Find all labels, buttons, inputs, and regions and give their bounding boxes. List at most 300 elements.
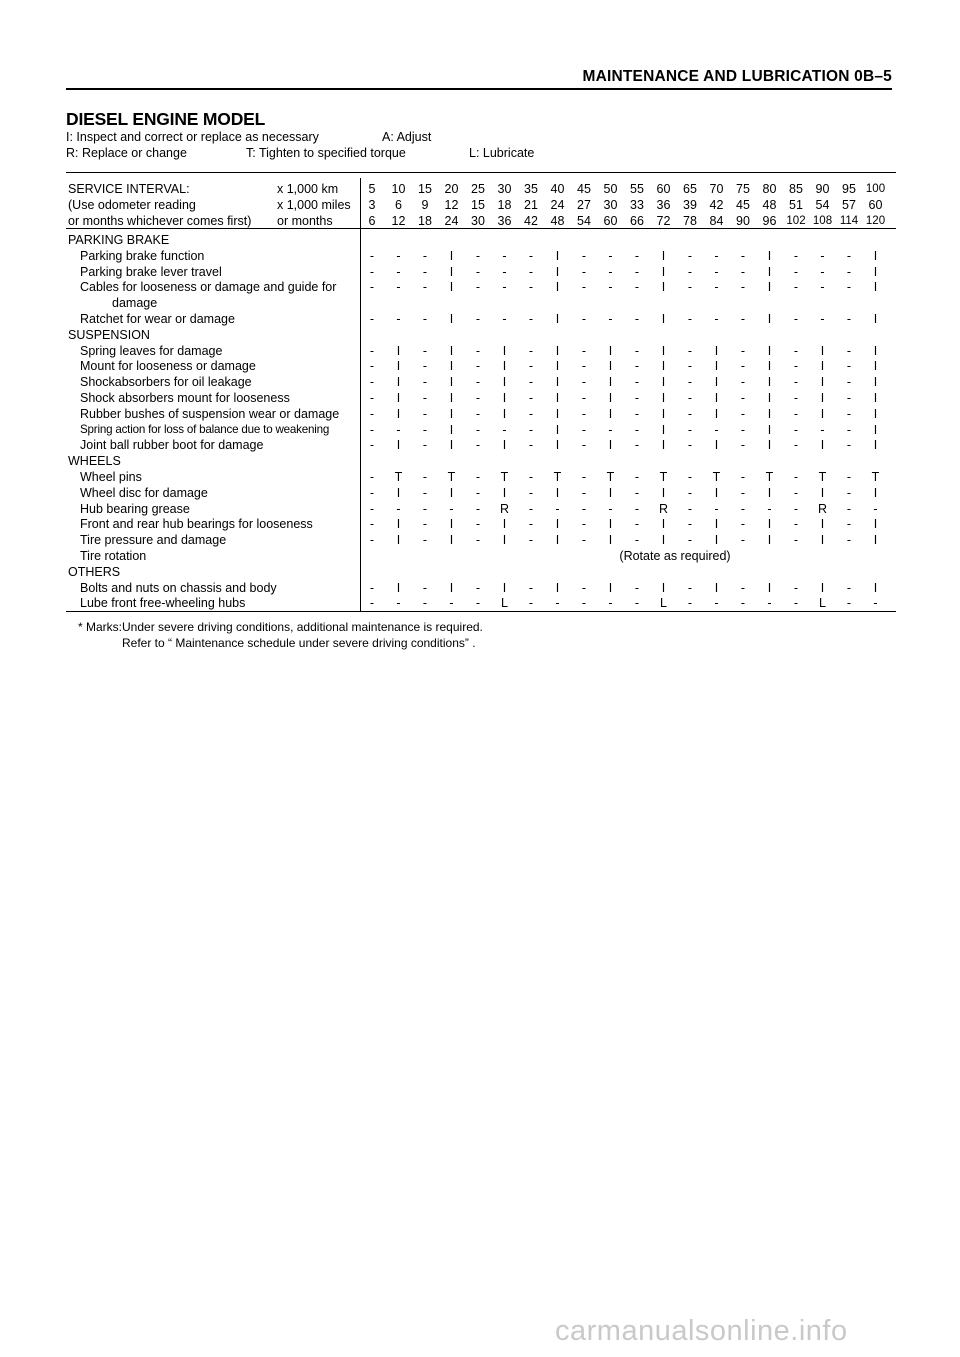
interval-value: 12 xyxy=(391,214,406,228)
schedule-cell: - xyxy=(767,596,772,611)
schedule-cell: - xyxy=(767,501,772,516)
schedule-cell: - xyxy=(396,280,401,295)
schedule-cell: - xyxy=(793,517,799,532)
schedule-cell: - xyxy=(475,280,481,295)
schedule-cell: I xyxy=(449,391,454,405)
schedule-cell: - xyxy=(793,485,799,500)
schedule-cell: - xyxy=(369,280,375,295)
schedule-cell: - xyxy=(846,596,852,611)
schedule-cell: - xyxy=(475,406,481,421)
schedule-cell: - xyxy=(740,596,746,611)
schedule-cell: - xyxy=(846,312,852,326)
table-row xyxy=(66,469,896,485)
item-label: Ratchet for wear or damage xyxy=(80,312,235,326)
schedule-cell: - xyxy=(475,391,481,405)
schedule-cell: I xyxy=(502,406,507,421)
item-label: Cables for looseness or damage and guide for xyxy=(80,280,337,295)
schedule-cell: - xyxy=(793,359,799,374)
schedule-cell: I xyxy=(396,375,401,390)
schedule-cell: - xyxy=(369,422,375,437)
schedule-cell: - xyxy=(634,312,640,326)
schedule-cell: - xyxy=(740,580,746,595)
schedule-cell: - xyxy=(528,391,534,405)
schedule-cell: - xyxy=(687,343,693,358)
item-label: Hub bearing grease xyxy=(80,501,190,516)
schedule-cell: - xyxy=(422,501,428,516)
schedule-cell: - xyxy=(846,391,852,405)
schedule-cell: - xyxy=(793,438,799,453)
schedule-cell: I xyxy=(873,438,878,453)
schedule-cell: - xyxy=(740,470,746,484)
interval-value: 21 xyxy=(524,198,538,212)
schedule-cell: I xyxy=(767,391,772,405)
schedule-cell: - xyxy=(873,501,878,516)
schedule-cell: - xyxy=(608,422,613,437)
schedule-cell: - xyxy=(687,264,693,279)
schedule-cell: I xyxy=(555,580,560,595)
schedule-cell: - xyxy=(846,533,852,548)
schedule-cell: I xyxy=(661,580,666,595)
schedule-cell: - xyxy=(740,248,746,263)
schedule-cell: - xyxy=(422,248,428,263)
schedule-cell: - xyxy=(528,501,534,516)
schedule-cell: - xyxy=(528,596,534,611)
category-row xyxy=(66,327,896,343)
interval-value: 24 xyxy=(444,214,459,228)
legend-replace: R: Replace or change xyxy=(66,146,187,160)
schedule-cell: - xyxy=(687,406,693,421)
schedule-cell: I xyxy=(608,485,613,500)
schedule-cell: - xyxy=(687,280,693,295)
schedule-cell: I xyxy=(714,375,719,390)
item-label: Tire rotation xyxy=(80,549,147,563)
interval-value: 33 xyxy=(630,198,644,212)
schedule-cell: - xyxy=(846,517,852,532)
schedule-cell: I xyxy=(502,485,507,500)
legend-lubricate: L: Lubricate xyxy=(469,146,535,160)
schedule-cell: - xyxy=(475,312,481,326)
schedule-cell: - xyxy=(687,391,693,405)
schedule-cell: I xyxy=(767,438,772,453)
schedule-cell: I xyxy=(873,375,878,390)
schedule-cell: - xyxy=(581,517,587,532)
schedule-cell: - xyxy=(634,248,640,263)
schedule-cell: - xyxy=(714,596,719,611)
item-label: Lube front free-wheeling hubs xyxy=(80,596,246,611)
schedule-cell: - xyxy=(422,406,428,421)
schedule-cell: - xyxy=(396,248,401,263)
interval-value: 96 xyxy=(762,214,777,228)
schedule-cell: I xyxy=(767,485,772,500)
schedule-cell: - xyxy=(634,438,640,453)
interval-unit: x 1,000 km xyxy=(277,182,339,196)
schedule-cell: I xyxy=(767,280,772,295)
schedule-cell: - xyxy=(396,501,401,516)
schedule-cell: I xyxy=(608,375,613,390)
schedule-cell: I xyxy=(820,485,825,500)
schedule-cell: I xyxy=(449,485,454,500)
schedule-cell: I xyxy=(873,248,878,263)
interval-value: 78 xyxy=(683,214,697,228)
schedule-cell: - xyxy=(449,501,454,516)
interval-value: 60 xyxy=(603,214,618,228)
schedule-cell: - xyxy=(502,312,507,326)
schedule-cell: I xyxy=(555,533,560,548)
schedule-cell: - xyxy=(793,533,799,548)
interval-value: 36 xyxy=(656,198,671,212)
schedule-cell: - xyxy=(820,248,825,263)
schedule-cell: I xyxy=(661,485,666,500)
schedule-cell: I xyxy=(661,406,666,421)
schedule-cell: I xyxy=(555,406,560,421)
interval-value: 36 xyxy=(497,214,512,228)
interval-value: 90 xyxy=(736,214,750,228)
schedule-cell: - xyxy=(369,375,375,390)
schedule-cell: - xyxy=(581,485,587,500)
interval-value: 30 xyxy=(471,214,485,228)
schedule-cell: - xyxy=(369,501,375,516)
item-label: Parking brake function xyxy=(80,248,205,263)
schedule-cell: I xyxy=(714,580,719,595)
schedule-cell: I xyxy=(502,438,507,453)
schedule-cell: - xyxy=(581,422,587,437)
interval-value: 60 xyxy=(868,198,883,212)
schedule-cell: I xyxy=(502,391,507,405)
table-row xyxy=(66,485,896,501)
schedule-cell: T xyxy=(553,470,562,484)
schedule-cell: - xyxy=(475,422,481,437)
item-label: Shockabsorbers for oil leakage xyxy=(80,375,252,390)
schedule-cell: - xyxy=(422,517,428,532)
schedule-cell: T xyxy=(447,470,456,484)
schedule-cell: I xyxy=(449,422,454,437)
schedule-cell: - xyxy=(422,470,428,484)
schedule-cell: - xyxy=(369,391,375,405)
interval-value: 6 xyxy=(395,198,402,212)
item-label: Front and rear hub bearings for looseness xyxy=(80,517,313,532)
schedule-cell: I xyxy=(396,485,401,500)
interval-value: 24 xyxy=(550,198,565,212)
schedule-cell: I xyxy=(449,264,454,279)
schedule-cell: - xyxy=(793,470,799,484)
schedule-cell: I xyxy=(449,248,454,263)
schedule-cell: - xyxy=(422,375,428,390)
schedule-cell: - xyxy=(634,375,640,390)
interval-value: 9 xyxy=(421,198,429,212)
schedule-cell: - xyxy=(793,343,799,358)
schedule-cell: I xyxy=(820,517,825,532)
interval-header-label: or months whichever comes first) xyxy=(68,214,252,228)
interval-value: 40 xyxy=(550,182,565,196)
table-row xyxy=(66,279,896,295)
schedule-cell: I xyxy=(714,438,719,453)
schedule-cell: I xyxy=(555,359,560,374)
schedule-cell: - xyxy=(528,312,534,326)
schedule-cell: I xyxy=(608,406,613,421)
schedule-cell: I xyxy=(661,280,666,295)
schedule-cell: - xyxy=(369,580,375,595)
schedule-cell: I xyxy=(661,359,666,374)
schedule-cell: - xyxy=(740,375,746,390)
schedule-cell: I xyxy=(608,533,613,548)
header-rule xyxy=(66,88,892,90)
interval-value: 39 xyxy=(683,198,697,212)
schedule-cell: - xyxy=(581,391,587,405)
item-label: Wheel pins xyxy=(80,470,142,484)
schedule-cell: - xyxy=(846,343,852,358)
schedule-cell: I xyxy=(767,517,772,532)
schedule-cell: T xyxy=(818,470,827,484)
schedule-cell: - xyxy=(369,359,375,374)
interval-value: 18 xyxy=(497,198,512,212)
schedule-cell: - xyxy=(634,501,640,516)
schedule-cell: - xyxy=(608,312,613,326)
schedule-cell: T xyxy=(659,470,668,484)
schedule-cell: - xyxy=(608,280,613,295)
schedule-cell: I xyxy=(555,280,560,295)
schedule-cell: - xyxy=(369,312,375,326)
schedule-cell: I xyxy=(502,580,507,595)
schedule-cell: - xyxy=(528,533,534,548)
schedule-cell: - xyxy=(369,264,375,279)
schedule-cell: I xyxy=(661,375,666,390)
schedule-cell: I xyxy=(820,438,825,453)
schedule-cell: I xyxy=(396,438,401,453)
schedule-cell: I xyxy=(873,359,878,374)
schedule-cell: I xyxy=(873,264,878,279)
interval-value: 114 xyxy=(839,215,859,227)
schedule-cell: - xyxy=(528,422,534,437)
interval-value: 66 xyxy=(630,214,644,228)
schedule-cell: - xyxy=(634,359,640,374)
schedule-cell: I xyxy=(714,533,719,548)
item-label: Joint ball rubber boot for damage xyxy=(80,438,264,453)
interval-value: 12 xyxy=(444,198,459,212)
schedule-cell: - xyxy=(793,375,799,390)
interval-value: 45 xyxy=(736,198,750,212)
schedule-cell: - xyxy=(846,501,852,516)
table-top-rule xyxy=(66,172,896,173)
schedule-cell: - xyxy=(422,485,428,500)
schedule-cell: I xyxy=(396,533,401,548)
schedule-cell: - xyxy=(608,501,613,516)
schedule-cell: - xyxy=(714,422,719,437)
schedule-cell: I xyxy=(873,280,878,295)
table-row xyxy=(66,437,896,453)
schedule-cell: I xyxy=(714,485,719,500)
schedule-cell: - xyxy=(369,406,375,421)
schedule-cell: - xyxy=(793,406,799,421)
interval-value: 20 xyxy=(444,182,459,196)
schedule-cell: T xyxy=(765,470,774,484)
schedule-cell: - xyxy=(740,359,746,374)
schedule-cell: - xyxy=(369,517,375,532)
interval-value: 55 xyxy=(630,182,644,196)
schedule-cell: - xyxy=(502,248,507,263)
schedule-cell: - xyxy=(740,391,746,405)
schedule-cell: - xyxy=(396,422,401,437)
schedule-cell: - xyxy=(740,438,746,453)
schedule-cell: I xyxy=(820,406,825,421)
interval-value: 84 xyxy=(709,214,724,228)
schedule-cell: - xyxy=(581,501,587,516)
interval-value: 65 xyxy=(683,182,697,196)
schedule-cell: - xyxy=(634,485,640,500)
schedule-cell: I xyxy=(873,406,878,421)
schedule-cell: - xyxy=(475,470,481,484)
interval-value: 80 xyxy=(762,182,777,196)
schedule-cell: I xyxy=(767,248,772,263)
schedule-cell: - xyxy=(687,596,693,611)
schedule-cell: - xyxy=(475,580,481,595)
schedule-cell: - xyxy=(793,391,799,405)
schedule-cell: - xyxy=(820,312,825,326)
table-row xyxy=(66,580,896,596)
schedule-cell: - xyxy=(581,438,587,453)
schedule-cell: I xyxy=(661,248,666,263)
schedule-cell: - xyxy=(369,533,375,548)
category-label: WHEELS xyxy=(68,454,121,469)
schedule-cell: - xyxy=(528,517,534,532)
schedule-cell: I xyxy=(767,580,772,595)
schedule-cell: R xyxy=(817,501,828,516)
schedule-cell: - xyxy=(581,470,587,484)
legend-inspect: I: Inspect and correct or replace as necessary xyxy=(66,130,319,144)
schedule-cell: I xyxy=(502,375,507,390)
schedule-cell: I xyxy=(767,359,772,374)
schedule-cell: - xyxy=(449,596,454,611)
watermark: carmanualsonline.info xyxy=(555,1315,848,1347)
item-label: Spring leaves for damage xyxy=(80,343,223,358)
schedule-cell: I xyxy=(449,438,454,453)
schedule-cell: - xyxy=(740,422,746,437)
category-label: OTHERS xyxy=(68,564,121,579)
schedule-cell: - xyxy=(502,280,507,295)
table-row xyxy=(66,295,896,311)
schedule-cell: - xyxy=(846,470,852,484)
interval-value: 50 xyxy=(603,182,618,196)
interval-value: 30 xyxy=(497,182,512,196)
schedule-cell: - xyxy=(369,343,375,358)
schedule-cell: - xyxy=(422,391,428,405)
interval-header-row xyxy=(66,197,896,213)
table-row xyxy=(66,311,896,327)
schedule-cell: I xyxy=(502,359,507,374)
schedule-cell: - xyxy=(475,375,481,390)
schedule-cell: L xyxy=(501,596,508,611)
schedule-cell: - xyxy=(634,470,640,484)
schedule-cell: - xyxy=(634,280,640,295)
schedule-cell: I xyxy=(873,580,878,595)
schedule-cell: I xyxy=(661,391,666,405)
item-label: Bolts and nuts on chassis and body xyxy=(80,580,277,595)
schedule-cell: I xyxy=(555,517,560,532)
schedule-cell: - xyxy=(475,517,481,532)
schedule-cell: - xyxy=(396,596,401,611)
schedule-cell: I xyxy=(396,580,401,595)
interval-value: 48 xyxy=(762,198,777,212)
schedule-cell: I xyxy=(608,517,613,532)
schedule-cell: L xyxy=(819,596,826,611)
item-label: Tire pressure and damage xyxy=(80,533,227,548)
schedule-cell: I xyxy=(396,517,401,532)
schedule-cell: - xyxy=(820,264,825,279)
schedule-cell: I xyxy=(449,312,454,326)
schedule-cell: - xyxy=(422,359,428,374)
schedule-cell: - xyxy=(528,485,534,500)
schedule-cell: I xyxy=(873,422,878,437)
schedule-cell: I xyxy=(714,406,719,421)
schedule-cell: - xyxy=(740,280,746,295)
interval-unit: or months xyxy=(277,214,333,228)
schedule-cell: - xyxy=(528,280,534,295)
interval-value: 15 xyxy=(471,198,485,212)
page-header: MAINTENANCE AND LUBRICATION 0B–5 xyxy=(582,68,892,85)
schedule-cell: I xyxy=(661,312,666,326)
schedule-cell: - xyxy=(793,501,799,516)
schedule-cell: - xyxy=(687,375,693,390)
schedule-cell: - xyxy=(475,438,481,453)
interval-value: 10 xyxy=(391,182,406,196)
schedule-cell: - xyxy=(634,580,640,595)
schedule-cell: I xyxy=(873,312,878,326)
schedule-cell: - xyxy=(369,596,375,611)
schedule-cell: - xyxy=(740,517,746,532)
schedule-cell: I xyxy=(820,343,825,358)
schedule-cell: I xyxy=(449,580,454,595)
table-row xyxy=(66,532,896,548)
schedule-cell: I xyxy=(767,533,772,548)
schedule-cell: - xyxy=(714,280,719,295)
footnote-marks: * Marks:Under severe driving conditions, additional maintenance is required. xyxy=(78,620,483,634)
schedule-cell: I xyxy=(608,391,613,405)
schedule-cell: I xyxy=(449,533,454,548)
schedule-cell: - xyxy=(793,264,799,279)
schedule-cell: I xyxy=(820,375,825,390)
schedule-cell: I xyxy=(714,391,719,405)
interval-value: 45 xyxy=(577,182,591,196)
schedule-cell: - xyxy=(687,438,693,453)
schedule-cell: I xyxy=(555,343,560,358)
schedule-cell: - xyxy=(369,438,375,453)
schedule-cell: I xyxy=(449,517,454,532)
table-row xyxy=(66,248,896,264)
schedule-cell: I xyxy=(502,343,507,358)
schedule-cell: I xyxy=(873,343,878,358)
interval-value: 72 xyxy=(656,214,671,228)
schedule-cell: I xyxy=(767,312,772,326)
schedule-cell: I xyxy=(555,422,560,437)
schedule-cell: I xyxy=(767,406,772,421)
schedule-cell: T xyxy=(712,470,721,484)
interval-value: 70 xyxy=(709,182,724,196)
schedule-cell: - xyxy=(634,264,640,279)
schedule-cell: I xyxy=(714,517,719,532)
table-row xyxy=(66,358,896,374)
interval-value: 60 xyxy=(656,182,671,196)
schedule-cell: T xyxy=(871,470,880,484)
schedule-cell: - xyxy=(846,375,852,390)
category-row xyxy=(66,453,896,469)
schedule-cell: - xyxy=(634,391,640,405)
interval-value: 54 xyxy=(815,198,830,212)
schedule-cell: - xyxy=(846,580,852,595)
schedule-cell: I xyxy=(449,406,454,421)
schedule-cell: - xyxy=(528,359,534,374)
schedule-cell: - xyxy=(608,264,613,279)
interval-value: 120 xyxy=(865,215,886,227)
interval-value: 27 xyxy=(577,198,591,212)
